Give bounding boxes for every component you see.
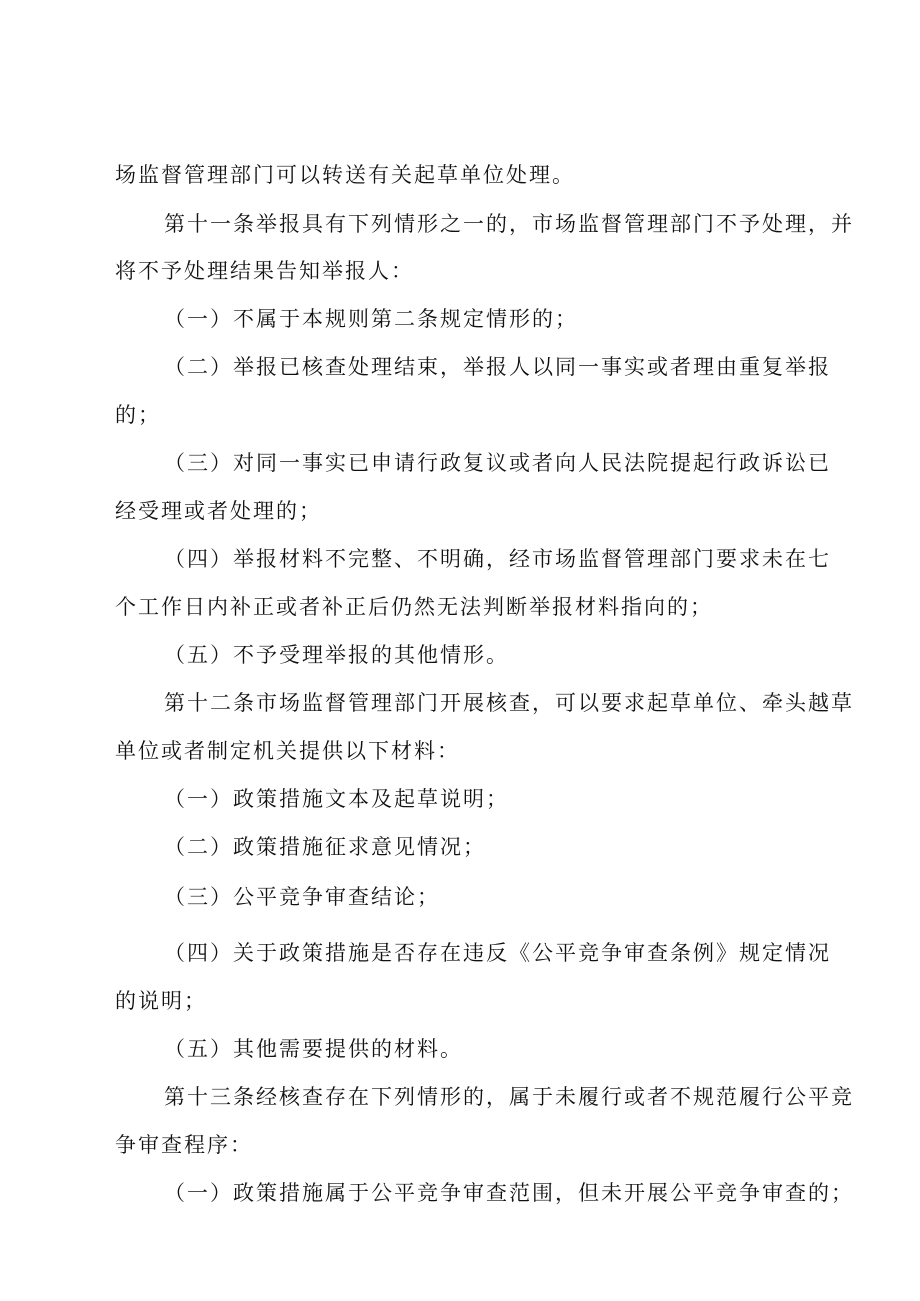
list-item: （一）不属于本规则第二条规定情形的； (164, 307, 578, 331)
article-11-heading: 第十一条举报具有下列情形之一的，市场监督管理部门不予处理，并 (164, 212, 854, 236)
list-item: （四）举报材料不完整、不明确，经市场监督管理部门要求未在七 (164, 547, 831, 571)
list-item: （三）公平竞争审查结论； (164, 885, 440, 909)
list-item: （二）举报已核查处理结束，举报人以同一事实或者理由重复举报 (164, 355, 831, 379)
text-line: 的； (115, 403, 161, 427)
list-item: （五）其他需要提供的材料。 (164, 1037, 463, 1061)
list-item: （五）不予受理举报的其他情形。 (164, 643, 509, 667)
list-item: （四）关于政策措施是否存在违反《公平竞争审查条例》规定情况 (164, 941, 831, 965)
list-item: （二）政策措施征求意见情况； (164, 835, 486, 859)
text-line: 经受理或者处理的； (115, 499, 322, 523)
text-line: 将不予处理结果告知举报人： (115, 259, 414, 283)
list-item: （一）政策措施文本及起草说明； (164, 787, 509, 811)
text-line: 个工作日内补正或者补正后仍然无法判断举报材料指向的； (115, 595, 713, 619)
article-13-heading: 第十三条经核查存在下列情形的，属于未履行或者不规范履行公平竞 (164, 1085, 854, 1109)
text-line: 场监督管理部门可以转送有关起草单位处理。 (115, 163, 575, 187)
list-item: （三）对同一事实已申请行政复议或者向人民法院提起行政诉讼已 (164, 451, 831, 475)
text-line: 争审查程序： (115, 1133, 253, 1157)
text-line: 单位或者制定机关提供以下材料： (115, 739, 460, 763)
article-12-heading: 第十二条市场监督管理部门开展核查，可以要求起草单位、牵头越草 (164, 691, 854, 715)
list-item: （一）政策措施属于公平竞争审查范围，但未开展公平竞争审查的； (164, 1181, 854, 1205)
text-line: 的说明； (115, 989, 207, 1013)
